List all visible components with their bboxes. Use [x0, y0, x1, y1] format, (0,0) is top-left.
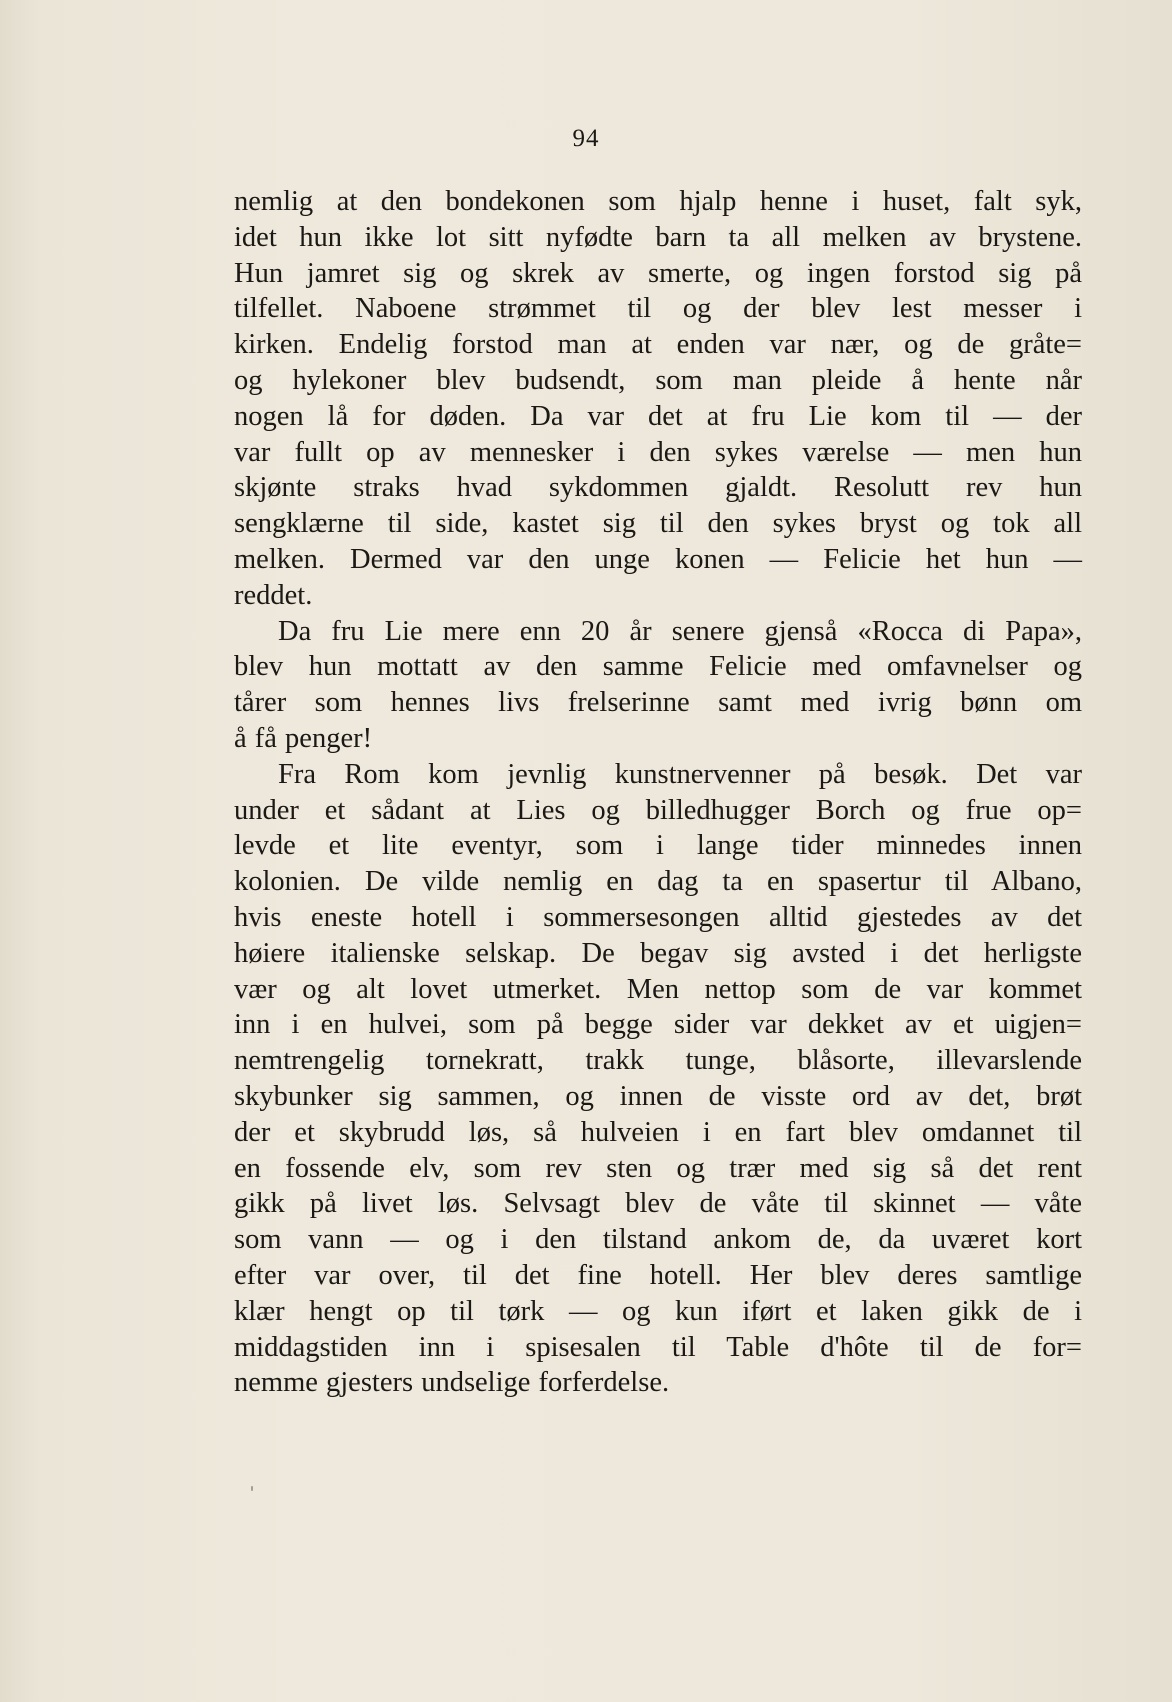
- text-line: var fullt op av mennesker i den sykes værelse — men hun: [234, 436, 1082, 468]
- text-line: skjønte straks hvad sykdommen gjaldt. Resolutt rev hun: [234, 472, 1082, 504]
- text-line: å få penger!: [234, 722, 373, 754]
- text-line: kolonien. De vilde nemlig en dag ta en spasertur til Albano,: [234, 866, 1082, 898]
- text-line: under et sådant at Lies og billedhugger Borch og frue op=: [234, 794, 1082, 826]
- text-line: Hun jamret sig og skrek av smerte, og ingen forstod sig på: [234, 257, 1082, 289]
- text-line: melken. Dermed var den unge konen — Felicie het hun —: [234, 543, 1082, 575]
- text-line: kirken. Endelig forstod man at enden var nær, og de gråte=: [234, 329, 1082, 361]
- text-line: Da fru Lie mere enn 20 år senere gjenså «Rocca di Papa»,: [278, 615, 1082, 647]
- text-line: tilfellet. Naboene strømmet til og der blev lest messer i: [234, 293, 1082, 325]
- text-line: skybunker sig sammen, og innen de visste ord av det, brøt: [234, 1080, 1082, 1112]
- text-line: sengklærne til side, kastet sig til den sykes bryst og tok all: [234, 508, 1082, 540]
- text-line: nemtrengelig tornekratt, trakk tunge, blåsorte, illevarslende: [234, 1045, 1082, 1077]
- text-line: høiere italienske selskap. De begav sig avsted i det herligste: [234, 937, 1082, 969]
- text-line: blev hun mottatt av den samme Felicie med omfavnelser og: [234, 651, 1082, 683]
- text-line: Fra Rom kom jevnlig kunstnervenner på besøk. Det var: [278, 758, 1082, 790]
- text-line: klær hengt op til tørk — og kun iført et laken gikk de i: [234, 1295, 1082, 1327]
- paper-speck: [251, 1486, 253, 1491]
- text-line: og hylekoner blev budsendt, som man pleide å hente når: [234, 364, 1082, 396]
- page-number: 94: [572, 125, 600, 152]
- text-line: hvis eneste hotell i sommersesongen alltid gjestedes av det: [234, 901, 1082, 933]
- text-line: som vann — og i den tilstand ankom de, da uværet kort: [234, 1224, 1082, 1256]
- text-line: inn i en hulvei, som på begge sider var dekket av et uigjen=: [234, 1009, 1082, 1041]
- text-line: der et skybrudd løs, så hulveien i en fart blev omdannet til: [234, 1116, 1082, 1148]
- text-line: middagstiden inn i spisesalen til Table d'hôte til de for=: [234, 1331, 1082, 1363]
- text-line: nemlig at den bondekonen som hjalp henne i huset, falt syk,: [234, 186, 1082, 217]
- text-line: nemme gjesters undselige forferdelse.: [234, 1367, 670, 1399]
- text-line: vær og alt lovet utmerket. Men nettop som de var kommet: [234, 973, 1082, 1005]
- text-line: levde et lite eventyr, som i lange tider minnedes innen: [234, 830, 1082, 862]
- text-line: efter var over, til det fine hotell. Her blev deres samtlige: [234, 1259, 1082, 1291]
- text-line: gikk på livet løs. Selvsagt blev de våte til skinnet — våte: [234, 1188, 1082, 1220]
- text-line: tårer som hennes livs frelserinne samt med ivrig bønn om: [234, 687, 1082, 719]
- body-text: [234, 184, 1082, 1401]
- text-line: en fossende elv, som rev sten og trær med sig så det rent: [234, 1152, 1082, 1184]
- text-line: idet hun ikke lot sitt nyfødte barn ta all melken av brystene.: [234, 221, 1082, 253]
- text-line: reddet.: [234, 579, 313, 611]
- text-line: nogen lå for døden. Da var det at fru Lie kom til — der: [234, 400, 1082, 432]
